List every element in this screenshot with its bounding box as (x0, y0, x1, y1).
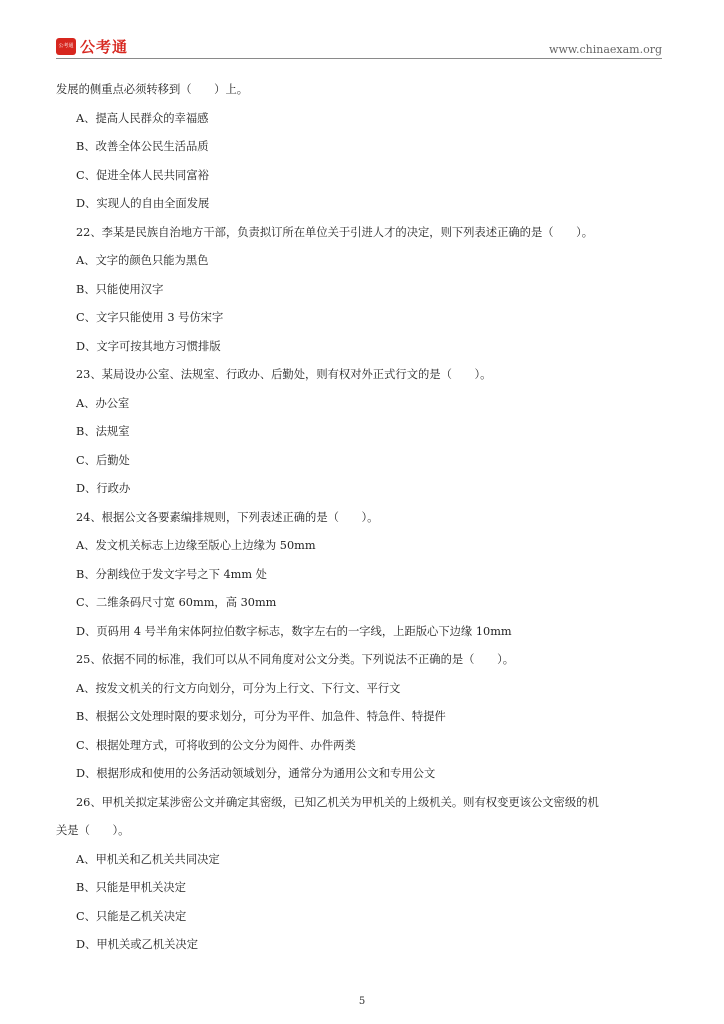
question-25-option-b: B、根据公文处理时限的要求划分，可分为平件、加急件、特急件、特提件 (76, 710, 446, 723)
question-23-option-d: D、行政办 (76, 482, 131, 495)
question-22-option-c: C、文字只能使用 3 号仿宋字 (76, 311, 224, 324)
question-21-option-c: C、促进全体人民共同富裕 (76, 168, 209, 182)
question-26-option-d: D、甲机关或乙机关决定 (76, 938, 199, 951)
question-22-stem: 22、李某是民族自治地方干部，负责拟订所在单位关于引进人才的决定，则下列表述正确的是（ ）。 (76, 225, 594, 239)
question-26-option-b: B、只能是甲机关决定 (76, 881, 186, 894)
question-25-stem: 25、依据不同的标准，我们可以从不同角度对公文分类。下列说法不正确的是（ ）。 (76, 653, 515, 666)
question-22-option-d: D、文字可按其地方习惯排版 (76, 339, 221, 353)
question-25-option-a: A、按发文机关的行文方向划分，可分为上行文、下行文、平行文 (76, 681, 401, 695)
question-21-option-b: B、改善全体公民生活品质 (76, 140, 209, 153)
question-23-option-b: B、法规室 (76, 425, 130, 438)
question-24-option-d: D、页码用 4 号半角宋体阿拉伯数字标志，数字左右的一字线，上距版心下边缘 10mm (76, 624, 512, 638)
question-21-stem-tail: 发展的侧重点必须转移到（ ）上。 (56, 83, 249, 96)
question-26-stem-line2: 关是（ ）。 (56, 824, 130, 837)
question-24-option-a: A、发文机关标志上边缘至版心上边缘为 50mm (76, 539, 316, 552)
question-24-option-b: B、分割线位于发文字号之下 4mm 处 (76, 567, 267, 581)
brand-logo (56, 36, 128, 57)
page-number: 5 (358, 996, 366, 1007)
question-26-option-c: C、只能是乙机关决定 (76, 909, 187, 923)
page-header (56, 36, 662, 58)
question-26-option-a: A、甲机关和乙机关共同决定 (76, 852, 220, 866)
question-22-option-b: B、只能使用汉字 (76, 282, 164, 296)
question-23-option-c: C、后勤处 (76, 453, 130, 467)
logo-badge-icon: 公考通 (56, 38, 76, 55)
question-21-option-a: A、提高人民群众的幸福感 (76, 111, 209, 125)
header-divider (56, 58, 662, 59)
question-24-option-c: C、二维条码尺寸宽 60mm，高 30mm (76, 596, 277, 609)
question-23-option-a: A、办公室 (76, 396, 130, 410)
question-22-option-a: A、文字的颜色只能为黑色 (76, 254, 209, 267)
document-body (56, 76, 666, 960)
site-url: www.chinaexam.org (549, 43, 662, 56)
question-26-stem-line1: 26、甲机关拟定某涉密公文并确定其密级，已知乙机关为甲机关的上级机关。则有权变更该公文密级的机 (76, 795, 599, 809)
logo-text: 公考通 (80, 38, 129, 56)
question-21-option-d: D、实现人的自由全面发展 (76, 197, 210, 210)
question-23-stem: 23、某局设办公室、法规室、行政办、后勤处，则有权对外正式行文的是（ ）。 (76, 368, 492, 381)
question-25-option-c: C、根据处理方式，可将收到的公文分为阅件、办件两类 (76, 738, 356, 752)
question-25-option-d: D、根据形成和使用的公务活动领域划分，通常分为通用公文和专用公文 (76, 767, 436, 780)
question-24-stem: 24、根据公文各要素编排规则，下列表述正确的是（ ）。 (76, 510, 379, 524)
